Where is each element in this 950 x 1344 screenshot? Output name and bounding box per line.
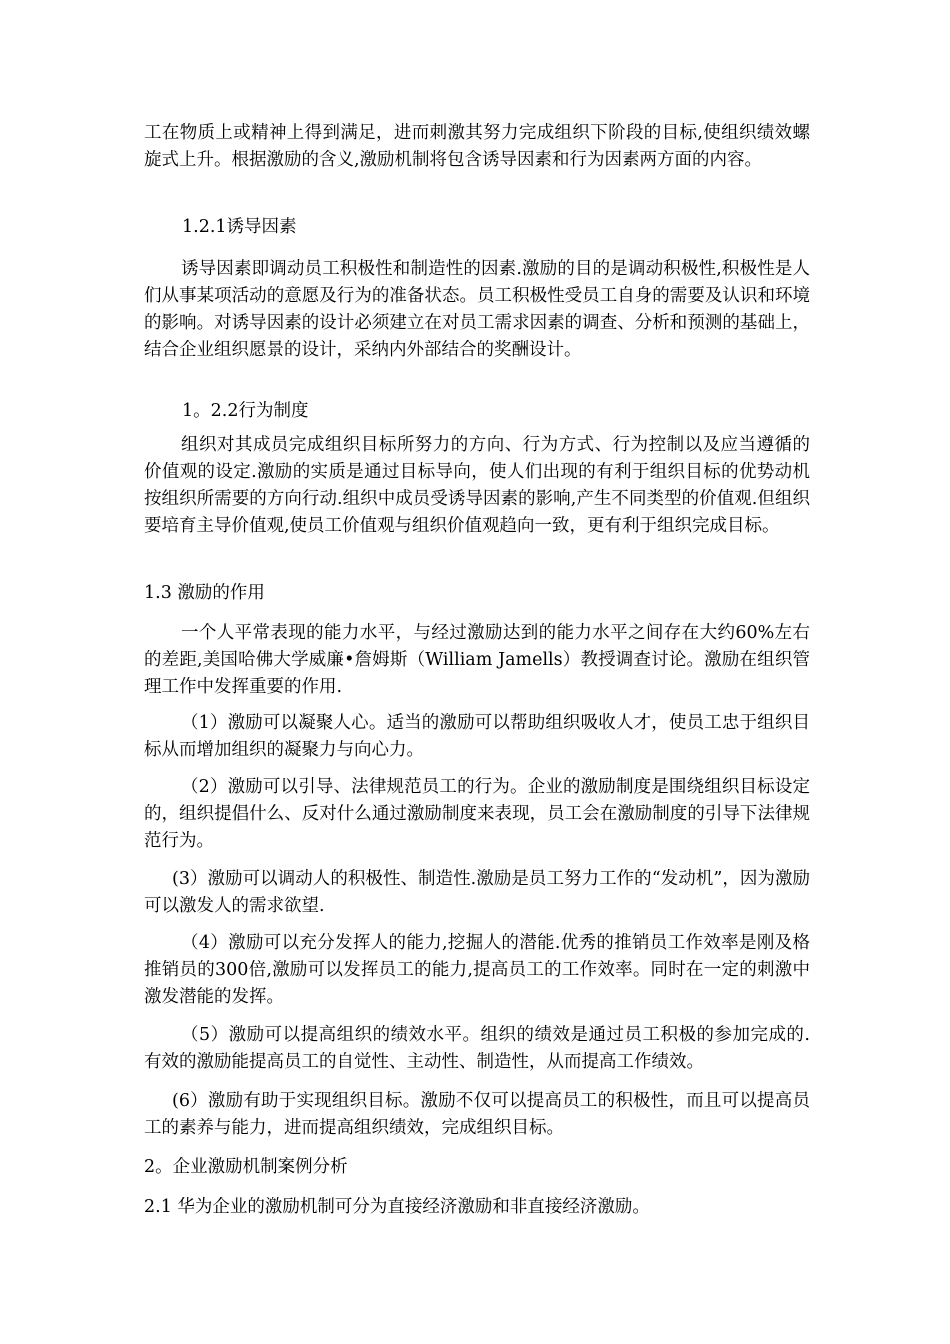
- section-heading-1-2-2: 1。2.2行为制度: [182, 401, 309, 421]
- list-item-1: （1）激励可以凝聚人心。适当的激励可以帮助组织吸收人才，使员工忠于组织目标从而增加组织的凝聚力与向心力。: [144, 713, 810, 760]
- list-item-3: (3）激励可以调动人的积极性、制造性.激励是员工努力工作的“发动机”，因为激励可以激发人的需求欲望.: [144, 869, 810, 916]
- section-heading-1-2-1: 1.2.1诱导因素: [182, 217, 297, 237]
- paragraph-inducement-factors: 诱导因素即调动员工积极性和制造性的因素.激励的目的是调动积极性,积极性是人们从事某项活动的意愿及行为的准备状态。员工积极性受员工自身的需要及认识和环境的影响。对诱导因素的设计必须建立在对员工需求因素的调查、分析和预测的基础上，结合企业组织愿景的设计，采纳内外部结合的奖酬设计。: [144, 259, 810, 360]
- section-heading-1-3: 1.3 激励的作用: [144, 583, 265, 603]
- paragraph-motivation-intro: 工在物质上或精神上得到满足，进而刺激其努力完成组织下阶段的目标,使组织绩效螺旋式上升。根据激励的含义,激励机制将包含诱导因素和行为因素两方面的内容。: [144, 123, 810, 170]
- paragraph-behavior-system: 组织对其成员完成组织目标所努力的方向、行为方式、行为控制以及应当遵循的价值观的设定.激励的实质是通过目标导向，使人们出现的有利于组织目标的优势动机按组织所需要的方向行动.组织中成员受诱导因素的影响,产生不同类型的价值观.但组织要培育主导价值观,使员工价值观与组织价值观趋向一致，更有利于组织完成目标。: [144, 435, 810, 536]
- list-item-2: （2）激励可以引导、法律规范员工的行为。企业的激励制度是围绕组织目标设定的，组织提倡什么、反对什么通过激励制度来表现，员工会在激励制度的引导下法律规范行为。: [144, 777, 810, 851]
- paragraph-ability-gap: 一个人平常表现的能力水平，与经过激励达到的能力水平之间存在大约60%左右的差距,美国哈佛大学威廉•詹姆斯（William Jamells）教授调查讨论。激励在组织管理工作中发挥重要的作用.: [144, 623, 810, 697]
- list-item-6: (6）激励有助于实现组织目标。激励不仅可以提高员工的积极性，而且可以提高员工的素养与能力，进而提高组织绩效，完成组织目标。: [144, 1091, 810, 1138]
- section-heading-2-1: 2.1 华为企业的激励机制可分为直接经济激励和非直接经济激励。: [144, 1197, 650, 1217]
- section-heading-2: 2。企业激励机制案例分析: [144, 1157, 348, 1177]
- list-item-5: （5）激励可以提高组织的绩效水平。组织的绩效是通过员工积极的参加完成的.有效的激励能提高员工的自觉性、主动性、制造性，从而提高工作绩效。: [144, 1025, 810, 1072]
- list-item-4: （4）激励可以充分发挥人的能力,挖掘人的潜能.优秀的推销员工作效率是刚及格推销员的300倍,激励可以发挥员工的能力,提高员工的工作效率。同时在一定的刺激中激发潜能的发挥。: [144, 933, 810, 1007]
